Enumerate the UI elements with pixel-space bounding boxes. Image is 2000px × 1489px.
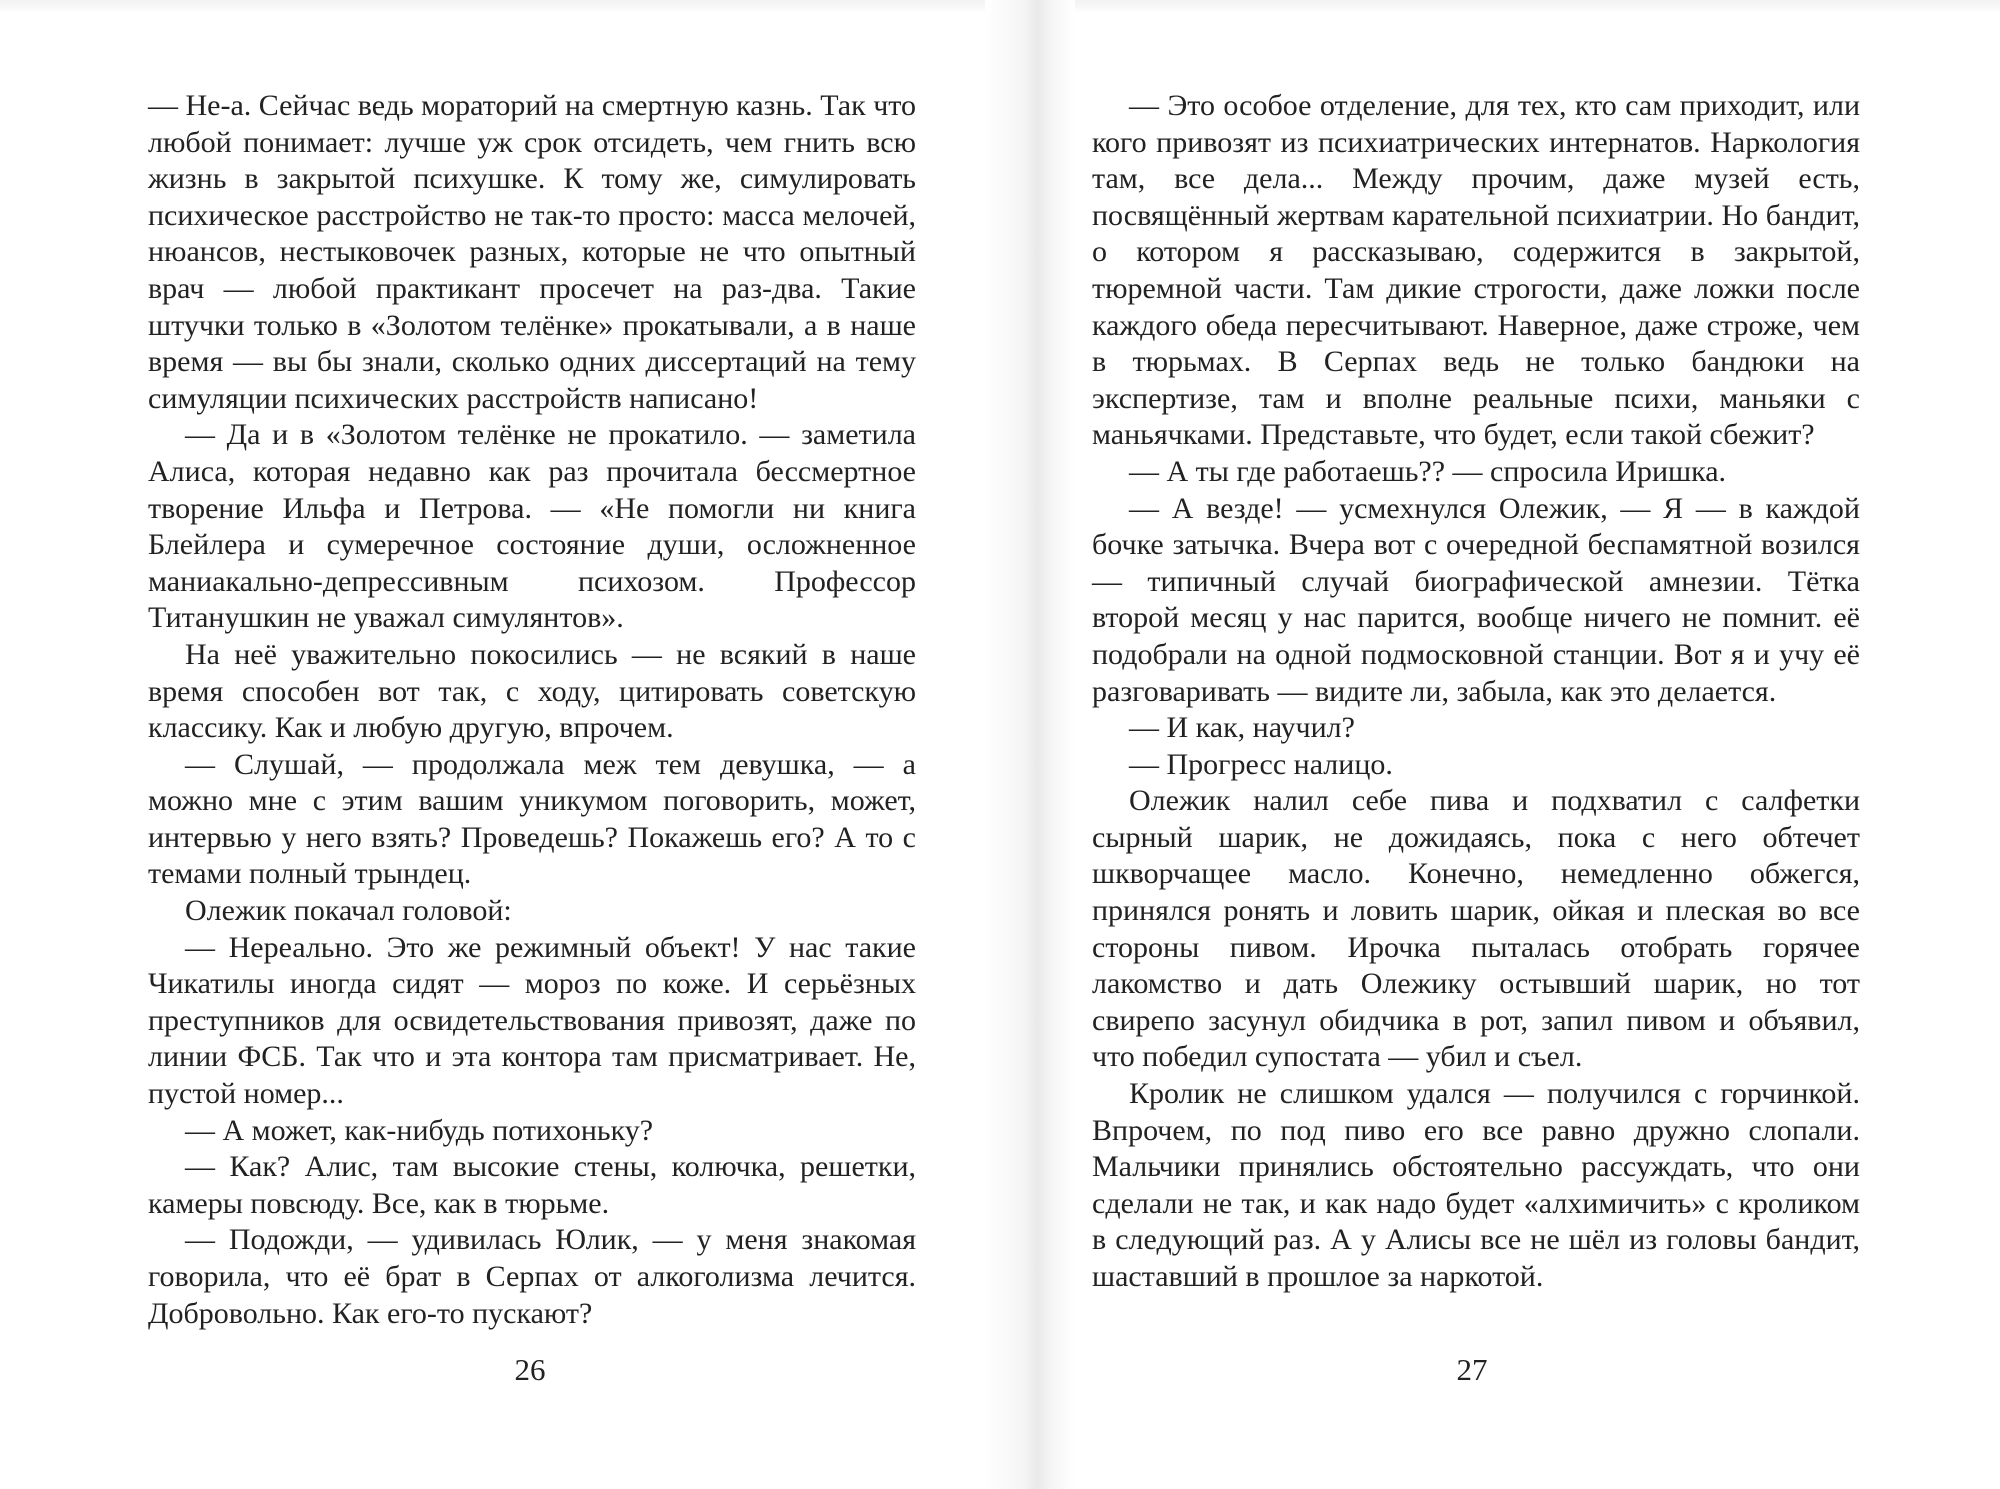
paragraph: — Не-а. Сейчас ведь мораторий на смертную казнь. Так что любой понимает: лучше уж срок отсидеть, чем гнить всю жизнь в закрытой психушке. К тому же, симулировать психическое расстройство не так-то просто: масса мелочей, нюансов, нестыковочек разных, которые не что опытный врач — любой практикант просечет на раз-два. Такие штучки только в «Золотом телёнке» прокатывали, а в наше время — вы бы знали, сколько одних диссертаций на тему симуляции психических расстройств написано! [148, 89, 916, 415]
paragraph: — И как, научил? [1129, 711, 1355, 745]
paragraph: Кролик не слишком удался — получился с горчинкой. Впрочем, по под пиво его все равно дружно слопали. Мальчики принялись обстоятельно рассуждать, что они сделали не так, и как надо будет «алхимичить» с кроликом в следующий раз. А у Алисы все не шёл из головы бандит, шаставший в прошлое за наркотой. [1092, 1077, 1860, 1293]
paragraph: — А везде! — усмехнулся Олежик, — Я — в каждой бочке затычка. Вчера вот с очередной беспамятной возился — типичный случай биографической амнезии. Тётка второй месяц у нас парится, вообще ничего не помнит. её подобрали на одной подмосковной станции. Вот я и учу её разговаривать — видите ли, забыла, как это делается. [1092, 491, 1860, 708]
page-number-right: 27 [1456, 1352, 1488, 1387]
paragraph: — Прогресс налицо. [1129, 747, 1393, 781]
paragraph: На неё уважительно покосились — не всякий в наше время способен вот так, с ходу, цитировать советскую классику. Как и любую другую, впрочем. [148, 637, 916, 745]
paragraph: — А ты где работаешь?? — спросила Иришка. [1129, 454, 1727, 488]
paragraph: — Это особое отделение, для тех, кто сам приходит, или кого привозят из психиатрических интернатов. Наркология там, все дела... Между прочим, даже музей есть, посвящённый жертвам карательной психиатрии. Но бандит, о котором я рассказываю, содержится в закрытой, тюремной части. Там дикие строгости, даже ложки после каждого обеда пересчитывают. Наверное, даже строже, чем в тюрьмах. В Серпах ведь не только бандюки на экспертизе, там и вполне реальные психи, маньяки с маньячками. Представьте, что будет, если такой сбежит? [1092, 89, 1860, 452]
left-page-text [148, 88, 916, 1332]
right-page-text [1092, 88, 1860, 1296]
page-number-left: 26 [514, 1352, 546, 1387]
paragraph: — А может, как-нибудь потихоньку? [185, 1113, 654, 1147]
book-gutter [985, 0, 1075, 1489]
paragraph: Олежик покачал головой: [185, 894, 512, 928]
paragraph: — Да и в «Золотом телёнке не прокатило. — заметила Алиса, которая недавно как раз прочитала бессмертное творение Ильфа и Петрова. — «Не помогли ни книга Блейлера и сумеречное состояние души, осложненное маниакально-депрессивным психозом. Профессор Титанушкин не уважал симулянтов». [148, 418, 916, 635]
paragraph: — Как? Алис, там высокие стены, колючка, решетки, камеры повсюду. Все, как в тюрьме. [148, 1150, 916, 1220]
paragraph: — Слушай, — продолжала меж тем девушка, — а можно мне с этим вашим уникумом поговорить, может, интервью у него взять? Проведешь? Покажешь его? А то с темами полный трындец. [148, 747, 916, 891]
paragraph: — Нереально. Это же режимный объект! У нас такие Чикатилы иногда сидят — мороз по коже. И серьёзных преступников для освидетельствования привозят, даже по линии ФСБ. Так что и эта контора там присматривает. Не, пустой номер... [148, 930, 916, 1111]
paragraph: Олежик налил себе пива и подхватил с салфетки сырный шарик, не дожидаясь, пока с него обтечет шкворчащее масло. Конечно, немедленно обжегся, принялся ронять и ловить шарик, ойкая и плеская во все стороны пивом. Ирочка пыталась отобрать горячее лакомство и дать Олежику остывший шарик, но тот свирепо засунул обидчика в рот, запил пивом и объявил, что победил супостата — убил и съел. [1092, 784, 1860, 1074]
paragraph: — Подожди, — удивилась Юлик, — у меня знакомая говорила, что её брат в Серпах от алкоголизма лечится. Добровольно. Как его-то пускают? [148, 1223, 916, 1330]
